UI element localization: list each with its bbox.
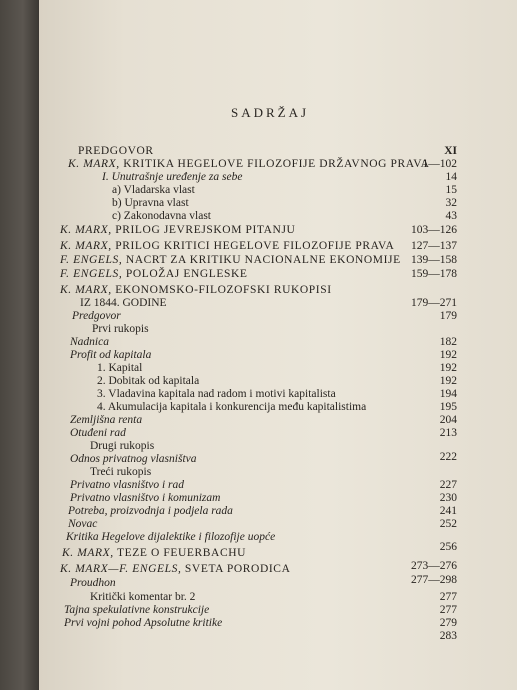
toc-entry-title [102,171,242,184]
toc-entry-title [78,145,154,158]
toc-entry [0,184,517,197]
toc-entry [0,591,517,604]
toc-entry-page: 192 [439,375,457,387]
toc-entry-title [64,617,222,630]
toc-entry-title [60,268,248,281]
toc-entry-title [112,197,189,210]
toc-entry [0,224,517,237]
toc-entry [0,574,517,590]
toc-entry-page: 103—126 [411,224,457,236]
toc-entry-title [66,531,275,544]
toc-entry-page: 194 [439,388,457,400]
toc-entry-title [68,505,233,518]
toc-entry-page: 15 [445,184,457,196]
toc-entry [0,505,517,518]
toc-entry [0,414,517,427]
toc-entry [0,427,517,440]
toc-entry [0,310,517,323]
toc-entry-text: 2. Dobitak od kapitala [97,375,200,387]
toc-entry-page: 241 [439,505,457,517]
toc-entry-title [112,210,211,223]
toc-entry-page: 139—158 [411,254,457,266]
toc-entry-title [90,591,195,604]
toc-entry-page: 192 [439,349,457,361]
toc-entry-page: 277 [439,604,457,616]
toc-entry-text: Nadnica [70,336,109,348]
toc-entry [0,362,517,375]
toc-entry [0,284,517,297]
toc-entry-title [70,479,184,492]
toc-entry-page: 14 [445,171,457,183]
toc-entry-text: 1. Kapital [97,362,143,374]
toc-entry-title [70,453,197,466]
toc-entry [0,210,517,223]
toc-entry-text: Predgovor [72,310,121,322]
toc-entry-text: Privatno vlasništvo i komunizam [70,492,221,504]
toc-entry [0,630,517,643]
toc-entry-page: 230 [439,492,457,504]
toc-entry-page: XI [444,145,457,157]
toc-entry-text: Drugi rukopis [90,440,155,452]
toc-entry-title [70,427,126,440]
toc-entry [0,375,517,388]
toc-entry-page: 127—137 [411,240,457,252]
toc-entry [0,254,517,267]
toc-entry-title [60,284,332,297]
toc-entry-page: 43 [445,210,457,222]
toc-entry-text: Kritički komentar br. 2 [90,591,196,603]
toc-entry-page: 159—178 [411,268,457,280]
toc-entry [0,401,517,414]
toc-entry-title [60,563,290,576]
toc-entry-text: a) Vladarska vlast [112,184,195,196]
toc-entry-text: KRITIKA HEGELOVE FILOZOFIJE DRŽAVNOG PRAVA [119,158,430,170]
toc-entry [0,604,517,617]
toc-entry-title [62,547,246,560]
toc-entry-text: 4. Akumulacija kapitala i konkurencija među kapitalistima [97,401,367,413]
toc-entry-title [112,184,195,197]
toc-entry-title [90,440,154,453]
toc-entry-title [70,336,109,349]
toc-entry-page: 192 [439,362,457,374]
toc-entry-title [64,604,209,617]
toc-entry-text: Treći rukopis [90,466,152,478]
toc-entry-title [97,375,199,388]
toc-entry-text: Prvi rukopis [92,323,149,335]
toc-entry [0,466,517,479]
toc-entry-page: 273—276 [411,560,457,572]
toc-entry [0,479,517,492]
toc-entry-title [70,414,142,427]
toc-entry-author: K. MARX—F. ENGELS, [60,563,182,575]
toc-entry-page: 222 [439,451,457,463]
toc-entry [0,145,517,158]
toc-entry-text: Tajna spekulativne konstrukcije [64,604,210,616]
toc-entry-author: K. MARX, [68,158,120,170]
toc-entry-title [90,466,151,479]
toc-entry-text: Profit od kapitala [70,349,152,361]
toc-entry-text: Privatno vlasništvo i rad [70,479,185,491]
toc-entry [0,453,517,466]
toc-entry [0,518,517,531]
toc-entry-page: 252 [439,518,457,530]
toc-entry-page: 179 [439,310,457,322]
toc-entry-page: 204 [439,414,457,426]
toc-entry-title [97,362,142,375]
toc-entry-title [92,323,149,336]
toc-entry [0,547,517,560]
toc-entry-title [70,492,220,505]
toc-entry-title [70,349,151,362]
toc-entry-text: b) Upravna vlast [112,197,189,209]
toc-entry-page: 283 [439,630,457,642]
toc-entry-title [68,518,97,531]
toc-entry [0,349,517,362]
toc-entry-page: 277—298 [411,574,457,586]
toc-entry-title [60,254,401,267]
toc-entry-page: 277 [439,591,457,603]
toc-entry-author: K. MARX, [62,547,114,559]
toc-entry [0,297,517,310]
toc-entry-page: 279 [439,617,457,629]
toc-entry-text: 3. Vladavina kapitala nad radom i motivi kapitalista [97,388,336,400]
toc-entry-page: 32 [445,197,457,209]
toc-entry-text: Kritika Hegelove dijalektike i filozofije uopće [66,531,276,543]
toc-entry-text: Otuđeni rad [70,427,126,439]
toc-entry-text: TEZE O FEUERBACHU [113,547,247,559]
toc-entry [0,171,517,184]
toc-entry-page: 227 [439,479,457,491]
toc-entry [0,240,517,253]
toc-entry-text: Proudhon [70,577,116,589]
toc-entry [0,323,517,336]
toc-entry-text: PRILOG JEVREJSKOM PITANJU [111,224,296,236]
toc-entry [0,268,517,281]
toc-entry-author: K. MARX, [60,240,112,252]
toc-entry [0,158,517,171]
toc-entry-author: F. ENGELS, [60,254,123,266]
toc-entry-text: Prvi vojni pohod Apsolutne kritike [64,617,223,629]
toc-entry-text: Potreba, proizvodnja i podjela rada [68,505,233,517]
toc-entry-title [70,577,116,590]
toc-entry-page: 195 [439,401,457,413]
toc-entry-text: NACRT ZA KRITIKU NACIONALNE EKONOMIJE [122,254,401,266]
toc-entry-title [72,310,121,323]
toc-entry [0,388,517,401]
toc-entry-text: PREDGOVOR [78,145,154,157]
toc-entry-text: IZ 1844. GODINE [80,297,167,309]
toc-entry-page: 213 [439,427,457,439]
toc-entry-title [68,158,430,171]
toc-entry-text: EKONOMSKO-FILOZOFSKI RUKOPISI [111,284,332,296]
toc-entry-text: Zemljišna renta [70,414,143,426]
toc-entry-title [80,297,167,310]
toc-entry-title [97,388,336,401]
toc-entry-author: F. ENGELS, [60,268,123,280]
toc-entry-title [60,240,394,253]
toc-entry-title [60,224,295,237]
toc-entry-page: 1—102 [422,158,457,170]
toc-entry-text: c) Zakonodavna vlast [112,210,211,222]
toc-entry-text: PRILOG KRITICI HEGELOVE FILOZOFIJE PRAVA [111,240,395,252]
toc-entry-text: SVETA PORODICA [181,563,291,575]
toc-entry-page: 179—271 [411,297,457,309]
toc-entry-page: 182 [439,336,457,348]
toc-entry [0,492,517,505]
toc-entry [0,197,517,210]
page-heading: SADRŽAJ [231,105,310,120]
toc-entry-text: Novac [68,518,98,530]
toc-entry-text: Odnos privatnog vlasništva [70,453,197,465]
toc-entry-title [97,401,366,414]
toc-entry-text: POLOŽAJ ENGLESKE [122,268,248,280]
toc-entry [0,617,517,630]
toc-entry-author: K. MARX, [60,224,112,236]
toc-entry-text: I. Unutrašnje uređenje za sebe [102,171,243,183]
toc-entry [0,336,517,349]
toc-entry-author: K. MARX, [60,284,112,296]
toc-entry-page: 256 [439,541,457,553]
